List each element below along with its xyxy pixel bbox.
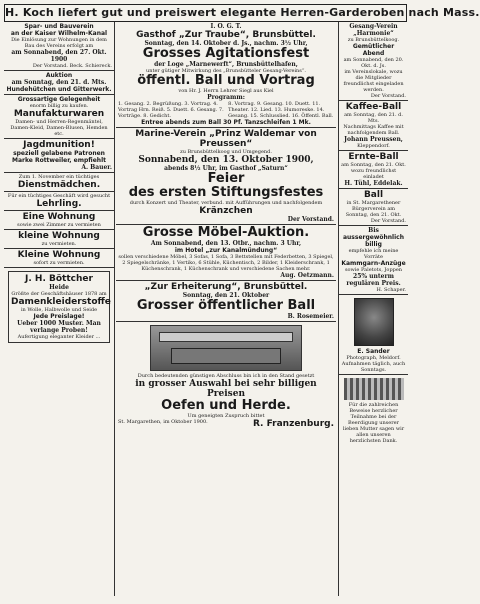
erh-ball: Grosser öffentlicher Ball [136,298,316,313]
moebel-date: Am Sonnabend, den 13. Otbr., nachm. 3 Uhr, [150,240,302,247]
ernte-sign: H. Tühl, Eddelak. [344,180,403,187]
kamm-title: Kammgarn-Anzüge [341,260,406,267]
harm-abend: Gemütlicher Abend [352,43,395,57]
jagd-text: speziell gelabene Patronen Marke Rottweiler, empfiehlt [11,150,106,164]
marine-time: abends 8½ Uhr, im Gasthof „Saturn“ [164,165,288,172]
moebel-location: im Hotel „zur Kanalmündung“ [174,247,278,254]
klein2-text: sofort zu vermieten. [33,260,85,266]
kaffee-title: Kaffee-Ball [345,102,402,112]
kaffee-sign: Johann Preussen, [344,136,403,143]
spar-subtitle: an der Kaiser Wilhelm-Kanal [10,30,108,37]
boett-preis: Jede Preislage! [33,313,85,320]
agit-text: der Loge „Marnewerft“, Brunsbüttelhafen, [154,61,298,68]
lehr-title: Lehrling. [36,199,82,209]
erh-title: „Zur Erheiterung“, Brunsbüttel. [144,282,308,292]
klein1-title: kleine Wohnung [18,231,100,241]
gross-text: enorm billig zu kaufen. [29,103,89,109]
gelegenheit-ad [4,95,114,139]
ball-sign: Der Vorstand. [370,218,406,224]
right-column [338,22,408,596]
traube-date: Sonntag, den 14. Oktober d. Js., nachm. 3½ Uhr, [144,40,308,47]
moebel-auktion-ad [116,225,336,281]
kamm-text: empfehle ich meine Vorräte [348,248,399,260]
spar-text: Die Einlösung zur Wohnungen in dem Bau des Vereins erfolgt am [11,37,107,49]
kammgarn-ad [339,226,408,295]
kaffee-date: am Sonntag, den 21. d. Mts. [344,112,403,124]
ofen-text3: Um geneigten Zuspruch bittet [187,413,265,419]
ball-ad [339,189,408,226]
marine-date: Sonnabend, den 13. Oktober 1900, [138,155,314,165]
eintritt-text: Entree abends zum Ball 30 Pf. Tanzschleifen 1 Mk. [141,119,311,126]
marine-sign: Der Vorstand. [287,216,334,223]
kamm-sign: H. Schaper. [376,287,406,293]
moebel-sign: Aug. Oetzmann. [280,272,334,279]
jagd-title: Jagdmunition! [23,140,95,150]
spar-verein-ad [4,22,114,71]
kraenzchen-title: Kränzchen [199,206,253,216]
ad-columns [4,22,407,596]
ofen-footer [118,419,334,429]
harm-sub: zu Brunsbüttelkoog. [347,37,400,43]
marine-title: Marine-Verein „Prinz Waldemar von Preussen“ [135,129,317,149]
kamm-percent: 25% unterm regulären Preis. [346,273,401,287]
center-column [116,22,336,596]
klein2-title: Kleine Wohnung [17,250,101,260]
iogt-label: I. O. G. T. [210,23,242,30]
wohn-title: Eine Wohnung [22,212,96,222]
sander-sub: Photograph, Meldorf. [346,355,401,361]
ernte-ball-ad [339,151,408,189]
harmonie-ad [339,22,408,101]
hund-title: Hundehütchen und Gitterwerk. [6,86,112,93]
harm-text: im Vereinslokale, wozu die Mitglieder freundlichst eingeladen werden. [343,69,404,93]
programm-label: Programm: [207,94,245,101]
jagd-sign: A. Bauer. [81,164,112,171]
hund-auktion-label: Auktion [45,72,73,79]
feier-text: durch Konzert und Theater, verbund. mit Aufführungen und nachfolgendem [129,200,323,206]
dank-text: Für die zahlreichen Beweise herzlicher Teilnahme bei der Beerdigung unserer lieben Mutter sagen wir allen unseren herzlichsten Dank. [342,402,405,444]
programm-left: 1. Gesang. 2. Begrüßung. 3. Vortrag. 4. Vortrag Hrn. Reiß. 5. Duett. 6. Gesang. 7. Vorträge. 8. Gedicht. [118,101,224,119]
harm-title: Gesang-Verein „Harmonie“ [349,23,398,37]
traube-title: Gasthof „Zur Traube“, Brunsbüttel. [136,30,316,40]
agitationsfest-ad [116,22,336,128]
feier-title: Feier [207,171,245,186]
kaffee-text: Nachmittags Kaffee mit nachfolgendem Ball. [343,124,404,136]
klein-wohnung-ad-1 [4,230,114,249]
boett-title: J. H. Böttcher [25,274,93,284]
koch-banner: H. Koch liefert gut und preiswert elegante Herren-Garderoben nach Mass. [4,4,407,22]
dienst-title: Dienstmädchen. [17,180,101,190]
klein1-text: zu vermieten. [41,241,77,247]
kamm-pre: Bis [368,227,379,234]
boettcher-ad [4,268,114,346]
programm-right: 8. Vortrag. 9. Gesang. 10. Duett. 11. Theater. 12. Lied. 13. Humoreske. 14. Gesang. 15. Schlusslied. 16. Öffentl. Ball. [228,101,334,119]
wohnung-ad [4,211,114,230]
erh-date: Sonntag, den 21. Oktober [182,292,270,299]
stiftungsfest-title: des ersten Stiftungsfestes [128,185,324,200]
hund-date: am Sonntag, den 21. d. Mts. [11,79,107,86]
dank-ad [339,375,408,445]
ofen-text1: Durch bedeutenden günstigen Abschluss bin ich in den Stand gesetzt [137,373,315,379]
jagd-ad [4,139,114,173]
harm-sign: Der Vorstand. [370,93,406,99]
boettcher-frame [8,271,110,343]
manu-title: Manufakturwaren [13,109,105,119]
gross-title: Grossartige Gelegenheit [17,96,101,103]
moebel-text: sollen verschiedene Möbel, 3 Sofas, 1 Sofa, 3 Bettstellen mit Federbetten, 3 Spiegel, 2 Spiegelschränke, 1 Vertiko, 6 Stühle, Küchentisch, 2 Bilder, 1 Kleiderschrank, 1 Küchenschrank, 1 Küchenschrank und verschiedene Sachen mehr. [118,254,334,272]
hund-auktion-ad [4,71,114,95]
klein-wohnung-ad-2 [4,249,114,268]
ernte-text: wozu freundlichst einladet [350,168,397,180]
ofen-text2: in grosser Auswahl bei sehr billigen Preisen [135,379,317,399]
erheiterung-ad [116,281,336,322]
kamm-text2: sowie Paletots, Joppen [344,267,403,273]
boett-sub: Heide [49,284,69,291]
boett-text: Größte der Geschäftshäuser 1878 am [11,291,107,297]
ernte-date: am Sonntag, den 21. Okt. [341,162,406,168]
marine-sub: zu Brunsbüttelkoog und Umgegend. [180,149,272,155]
ball-vortrag-title: öffentl. Ball und Vortrag [137,73,315,88]
stove-illustration [150,325,302,371]
newspaper-page [4,4,480,596]
sander-text: Aufnahmen täglich, auch Sonntags. [341,361,406,373]
wohn-text: sowie zwei Zimmer zu vermieten [17,222,101,228]
ofen-title: Oefen und Herde. [161,398,291,413]
lehrling-ad [4,192,114,211]
spar-title: Spar- und Bauverein [24,23,94,30]
ofen-sign: R. Franzenburg. [252,419,334,429]
lehr-text: Für ein tüchtiges Geschäft wird gesucht [7,193,111,199]
kamm-big: aussergewöhnlich billig [342,234,404,248]
agit-title: Grosses Agitationsfest [142,46,310,61]
programm-list [118,101,334,119]
agit-text2: unter gütiger Mitwirkung des „Brunsbütteler Gesang-Vereins“. [146,68,306,74]
dienst-text: Zum 1. November ein tüchtiges [18,174,100,180]
spar-sign: Der Vorstand. Beck. Schiereck. [32,63,112,69]
ball-title: Ball [363,190,384,200]
left-column [4,22,115,596]
spar-date: am Sonnabend, den 27. Okt. 1900 [11,49,107,63]
ball-vortrag-text: von Hr. J. Herrn Lehrer Siegl aus Kiel [178,88,274,94]
manu-text: Damen- und Herren-Regenmäntel, Damen-Kleid, Damen-Blusen, Hemden etc. [10,119,108,137]
sander-name: E. Sander [357,348,390,355]
moebel-title: Grosse Möbel-Auktion. [142,225,310,240]
photograph-portrait [354,298,394,346]
dienst-ad [4,173,114,192]
oefen-ad [116,322,336,430]
hands-illustration [344,378,404,400]
boett-text4: Aufertigung eleganter Kleider ... [17,334,101,340]
boett-text2: in Wolle, Halbwolle und Seide [20,307,98,313]
boett-stoff: Damenkleiderstoffe [11,297,111,307]
marine-verein-ad [116,128,336,225]
ernte-title: Ernte-Ball [348,152,399,162]
sander-ad [339,295,408,375]
ball-text: in St. Margarethener Bürgerverein am Sonntag, den 21. Okt. [345,200,402,218]
ofen-location: St. Margarethen, im Oktober 1900. [118,419,208,425]
kaffee-ball-ad [339,101,408,151]
erh-sign: B. Rosemeier. [287,313,334,320]
boett-text3: Ueber 1000 Muster. Man verlange Proben! [17,320,101,334]
kaffee-location: Kleppendorf. [357,143,390,149]
harm-date: am Sonnabend, den 20. Okt. d. Js. [343,57,404,69]
